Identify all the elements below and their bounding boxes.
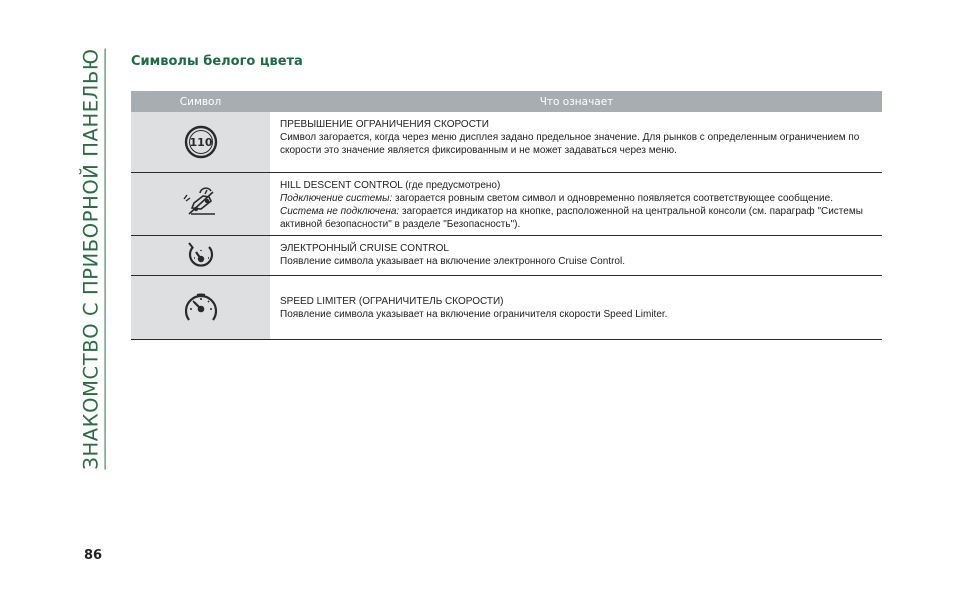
- row-description: [280, 192, 878, 205]
- table-row: [131, 276, 882, 340]
- row-heading: ПРЕВЫШЕНИЕ ОГРАНИЧЕНИЯ СКОРОСТИ: [280, 119, 489, 130]
- symbol-cell: [131, 173, 270, 235]
- cruise-control-icon: [184, 240, 218, 272]
- table-header: [131, 91, 882, 112]
- page-number: 86: [84, 548, 103, 563]
- header-symbol: Символ: [179, 95, 222, 108]
- row-heading: ЭЛЕКТРОННЫЙ CRUISE CONTROL: [280, 243, 449, 254]
- symbol-cell: [131, 236, 270, 275]
- symbols-table: [131, 91, 882, 340]
- status-text: загорается индикатор на кнопке, расположенной на центральной консоли (см. параграф "Системы активной безопасности" в разделе "Безопасность").: [280, 206, 863, 230]
- symbol-cell: [131, 112, 270, 172]
- hill-descent-control-icon: [181, 184, 221, 224]
- status-term: Подключение системы:: [280, 193, 393, 204]
- row-description: Появление символа указывает на включение ограничителя скорости Speed Limiter.: [280, 309, 668, 320]
- section-title: Символы белого цвета: [131, 54, 303, 69]
- status-term: Система не подключена:: [280, 206, 400, 217]
- row-heading: SPEED LIMITER (ОГРАНИЧИТЕЛЬ СКОРОСТИ): [280, 296, 504, 307]
- table-row: [131, 173, 882, 236]
- table-row: [131, 112, 882, 173]
- speed-limit-value: 110: [189, 136, 212, 149]
- header-meaning: Что означает: [539, 95, 614, 108]
- chapter-side-title: [78, 48, 108, 470]
- meaning-cell: [270, 173, 882, 235]
- meaning-cell: [270, 276, 882, 339]
- status-text: загорается ровным светом символ и одновременно появляется соответствующее сообщение.: [392, 193, 833, 204]
- meaning-cell: [270, 112, 882, 172]
- row-description: [280, 205, 878, 231]
- meaning-cell: [270, 236, 882, 275]
- row-heading: HILL DESCENT CONTROL (где предусмотрено): [280, 180, 501, 191]
- symbol-cell: [131, 276, 270, 339]
- chapter-side-title-text: ЗНАКОМСТВО С ПРИБОРНОЙ ПАНЕЛЬЮ: [80, 48, 106, 469]
- speed-limiter-icon: [180, 288, 222, 328]
- table-row: [131, 236, 882, 276]
- row-description: Символ загорается, когда через меню дисплея задано предельное значение. Для рынков с определенным ограничением по скорости это значение является фиксированным и не может задаваться через меню.: [280, 132, 860, 156]
- row-description: Появление символа указывает на включение электронного Cruise Control.: [280, 256, 625, 267]
- speed-limit-110-icon: [184, 125, 218, 159]
